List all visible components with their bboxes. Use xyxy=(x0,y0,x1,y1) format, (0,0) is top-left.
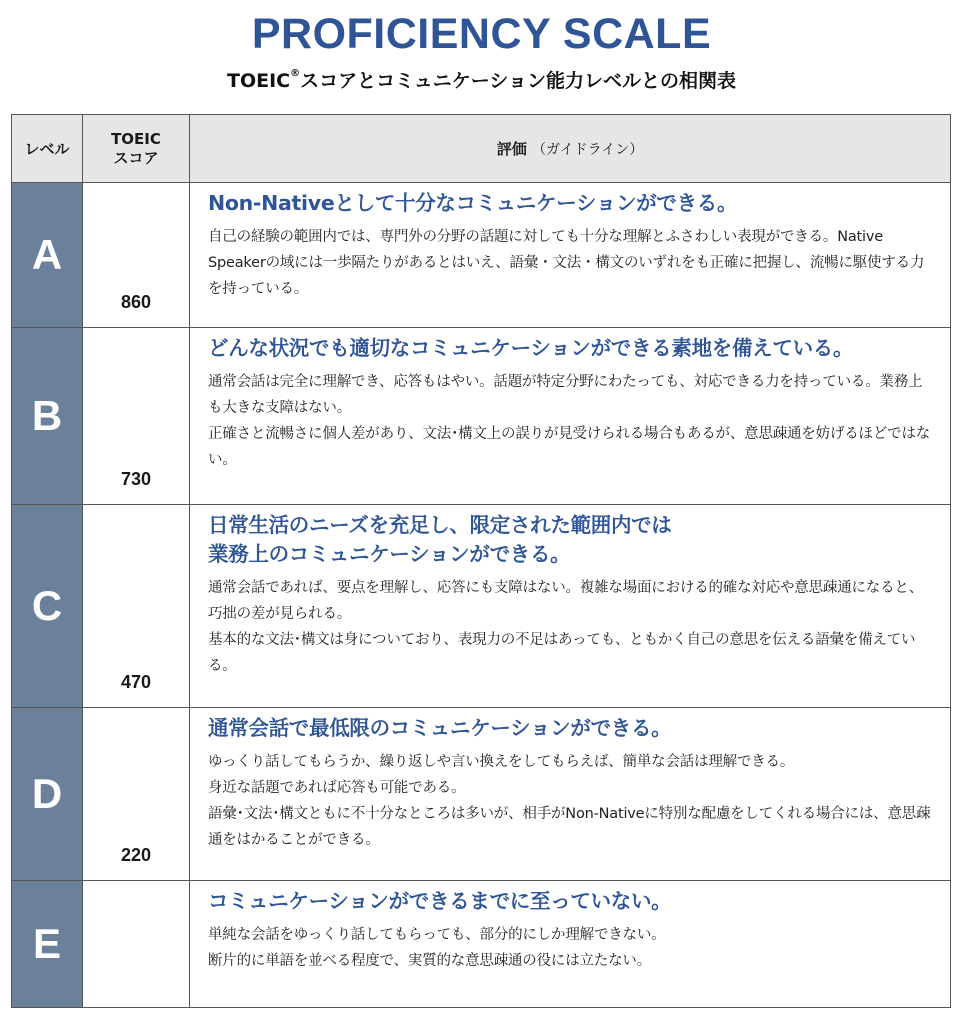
evaluation-paragraph: 通常会話は完全に理解でき、応答もはやい。話題が特定分野にわたっても、対応できる力を持っている。業務上も大きな支障はない。 xyxy=(208,374,923,416)
score-value: 220 xyxy=(120,845,152,865)
evaluation-heading: Non-Nativeとして十分なコミュニケーションができる。 xyxy=(208,191,738,215)
evaluation-paragraph: 断片的に単語を並べる程度で、実質的な意思疎通の役には立たない。 xyxy=(208,953,652,969)
evaluation-cell xyxy=(190,708,951,881)
evaluation-cell xyxy=(190,881,951,1008)
score-cell xyxy=(83,183,190,328)
evaluation-paragraph: 基本的な文法･構文は身についており、表現力の不足はあっても、ともかく自己の意思を伝える語彙を備えている。 xyxy=(208,632,916,674)
evaluation-heading: コミュニケーションができるまでに至っていない。 xyxy=(208,889,672,913)
evaluation-heading: どんな状況でも適切なコミュニケーションができる素地を備えている。 xyxy=(208,336,854,360)
header-evaluation-note: （ガイドライン） xyxy=(532,142,644,158)
page-title: PROFICIENCY SCALE xyxy=(251,10,712,58)
evaluation-paragraph: 通常会話であれば、要点を理解し、応答にも支障はない。複雑な場面における的確な対応や意思疎通になると、巧拙の差が見られる。 xyxy=(208,580,923,622)
header-score-line2: スコア xyxy=(113,148,159,167)
score-cell xyxy=(83,708,190,881)
level-cell: B xyxy=(12,328,83,505)
evaluation-body xyxy=(208,575,936,679)
evaluation-cell xyxy=(190,183,951,328)
score-cell xyxy=(83,505,190,708)
table-row xyxy=(12,881,951,1008)
evaluation-body xyxy=(208,369,936,473)
header-score xyxy=(83,115,190,183)
evaluation-body xyxy=(208,749,936,853)
page-subtitle xyxy=(0,66,963,93)
level-cell: E xyxy=(12,881,83,1008)
score-value xyxy=(83,993,189,1007)
level-cell: D xyxy=(12,708,83,881)
subtitle-prefix: TOEIC xyxy=(227,70,291,92)
evaluation-body xyxy=(208,224,936,302)
score-value: 730 xyxy=(120,469,152,489)
evaluation-heading: 日常生活のニーズを充足し、限定された範囲内では 業務上のコミュニケーションができる。 xyxy=(208,513,672,566)
header-level: レベル xyxy=(12,115,83,183)
level-cell: A xyxy=(12,183,83,328)
subtitle-rest: スコアとコミュニケーション能力レベルとの相関表 xyxy=(300,70,736,92)
header-evaluation-label: 評価 xyxy=(496,140,527,158)
table-row xyxy=(12,708,951,881)
score-cell xyxy=(83,881,190,1008)
level-cell: C xyxy=(12,505,83,708)
evaluation-cell xyxy=(190,328,951,505)
registered-mark: ® xyxy=(290,68,301,79)
header-evaluation xyxy=(190,115,951,183)
table-row xyxy=(12,328,951,505)
evaluation-paragraph: 身近な話題であれば応答も可能である。 xyxy=(208,780,466,796)
evaluation-paragraph: 語彙･文法･構文ともに不十分なところは多いが、相手がNon-Nativeに特別な配慮をしてくれる場合には、意思疎通をはかることができる。 xyxy=(208,806,931,848)
score-value: 470 xyxy=(120,672,152,692)
evaluation-paragraph: ゆっくり話してもらうか、繰り返しや言い換えをしてもらえば、簡単な会話は理解できる。 xyxy=(208,754,795,770)
evaluation-cell xyxy=(190,505,951,708)
table-row xyxy=(12,183,951,328)
table-row xyxy=(12,505,951,708)
evaluation-paragraph: 単純な会話をゆっくり話してもらっても、部分的にしか理解できない。 xyxy=(208,927,666,943)
score-cell xyxy=(83,328,190,505)
table-header-row xyxy=(12,115,951,183)
evaluation-paragraph: 正確さと流暢さに個人差があり、文法･構文上の誤りが見受けられる場合もあるが、意思疎通を妨げるほどではない。 xyxy=(208,426,931,468)
proficiency-table xyxy=(11,114,951,1008)
evaluation-paragraph: 自己の経験の範囲内では、専門外の分野の話題に対しても十分な理解とふさわしい表現ができる。Native Speakerの域には一歩隔たりがあるとはいえ、語彙・文法・構文のいずれをも正確に把握し、流暢に駆使する力を持っている。 xyxy=(208,229,925,297)
score-value: 860 xyxy=(120,292,152,312)
evaluation-heading: 通常会話で最低限のコミュニケーションができる。 xyxy=(208,716,672,740)
evaluation-body xyxy=(208,922,936,974)
header-score-line1: TOEIC xyxy=(111,129,161,148)
